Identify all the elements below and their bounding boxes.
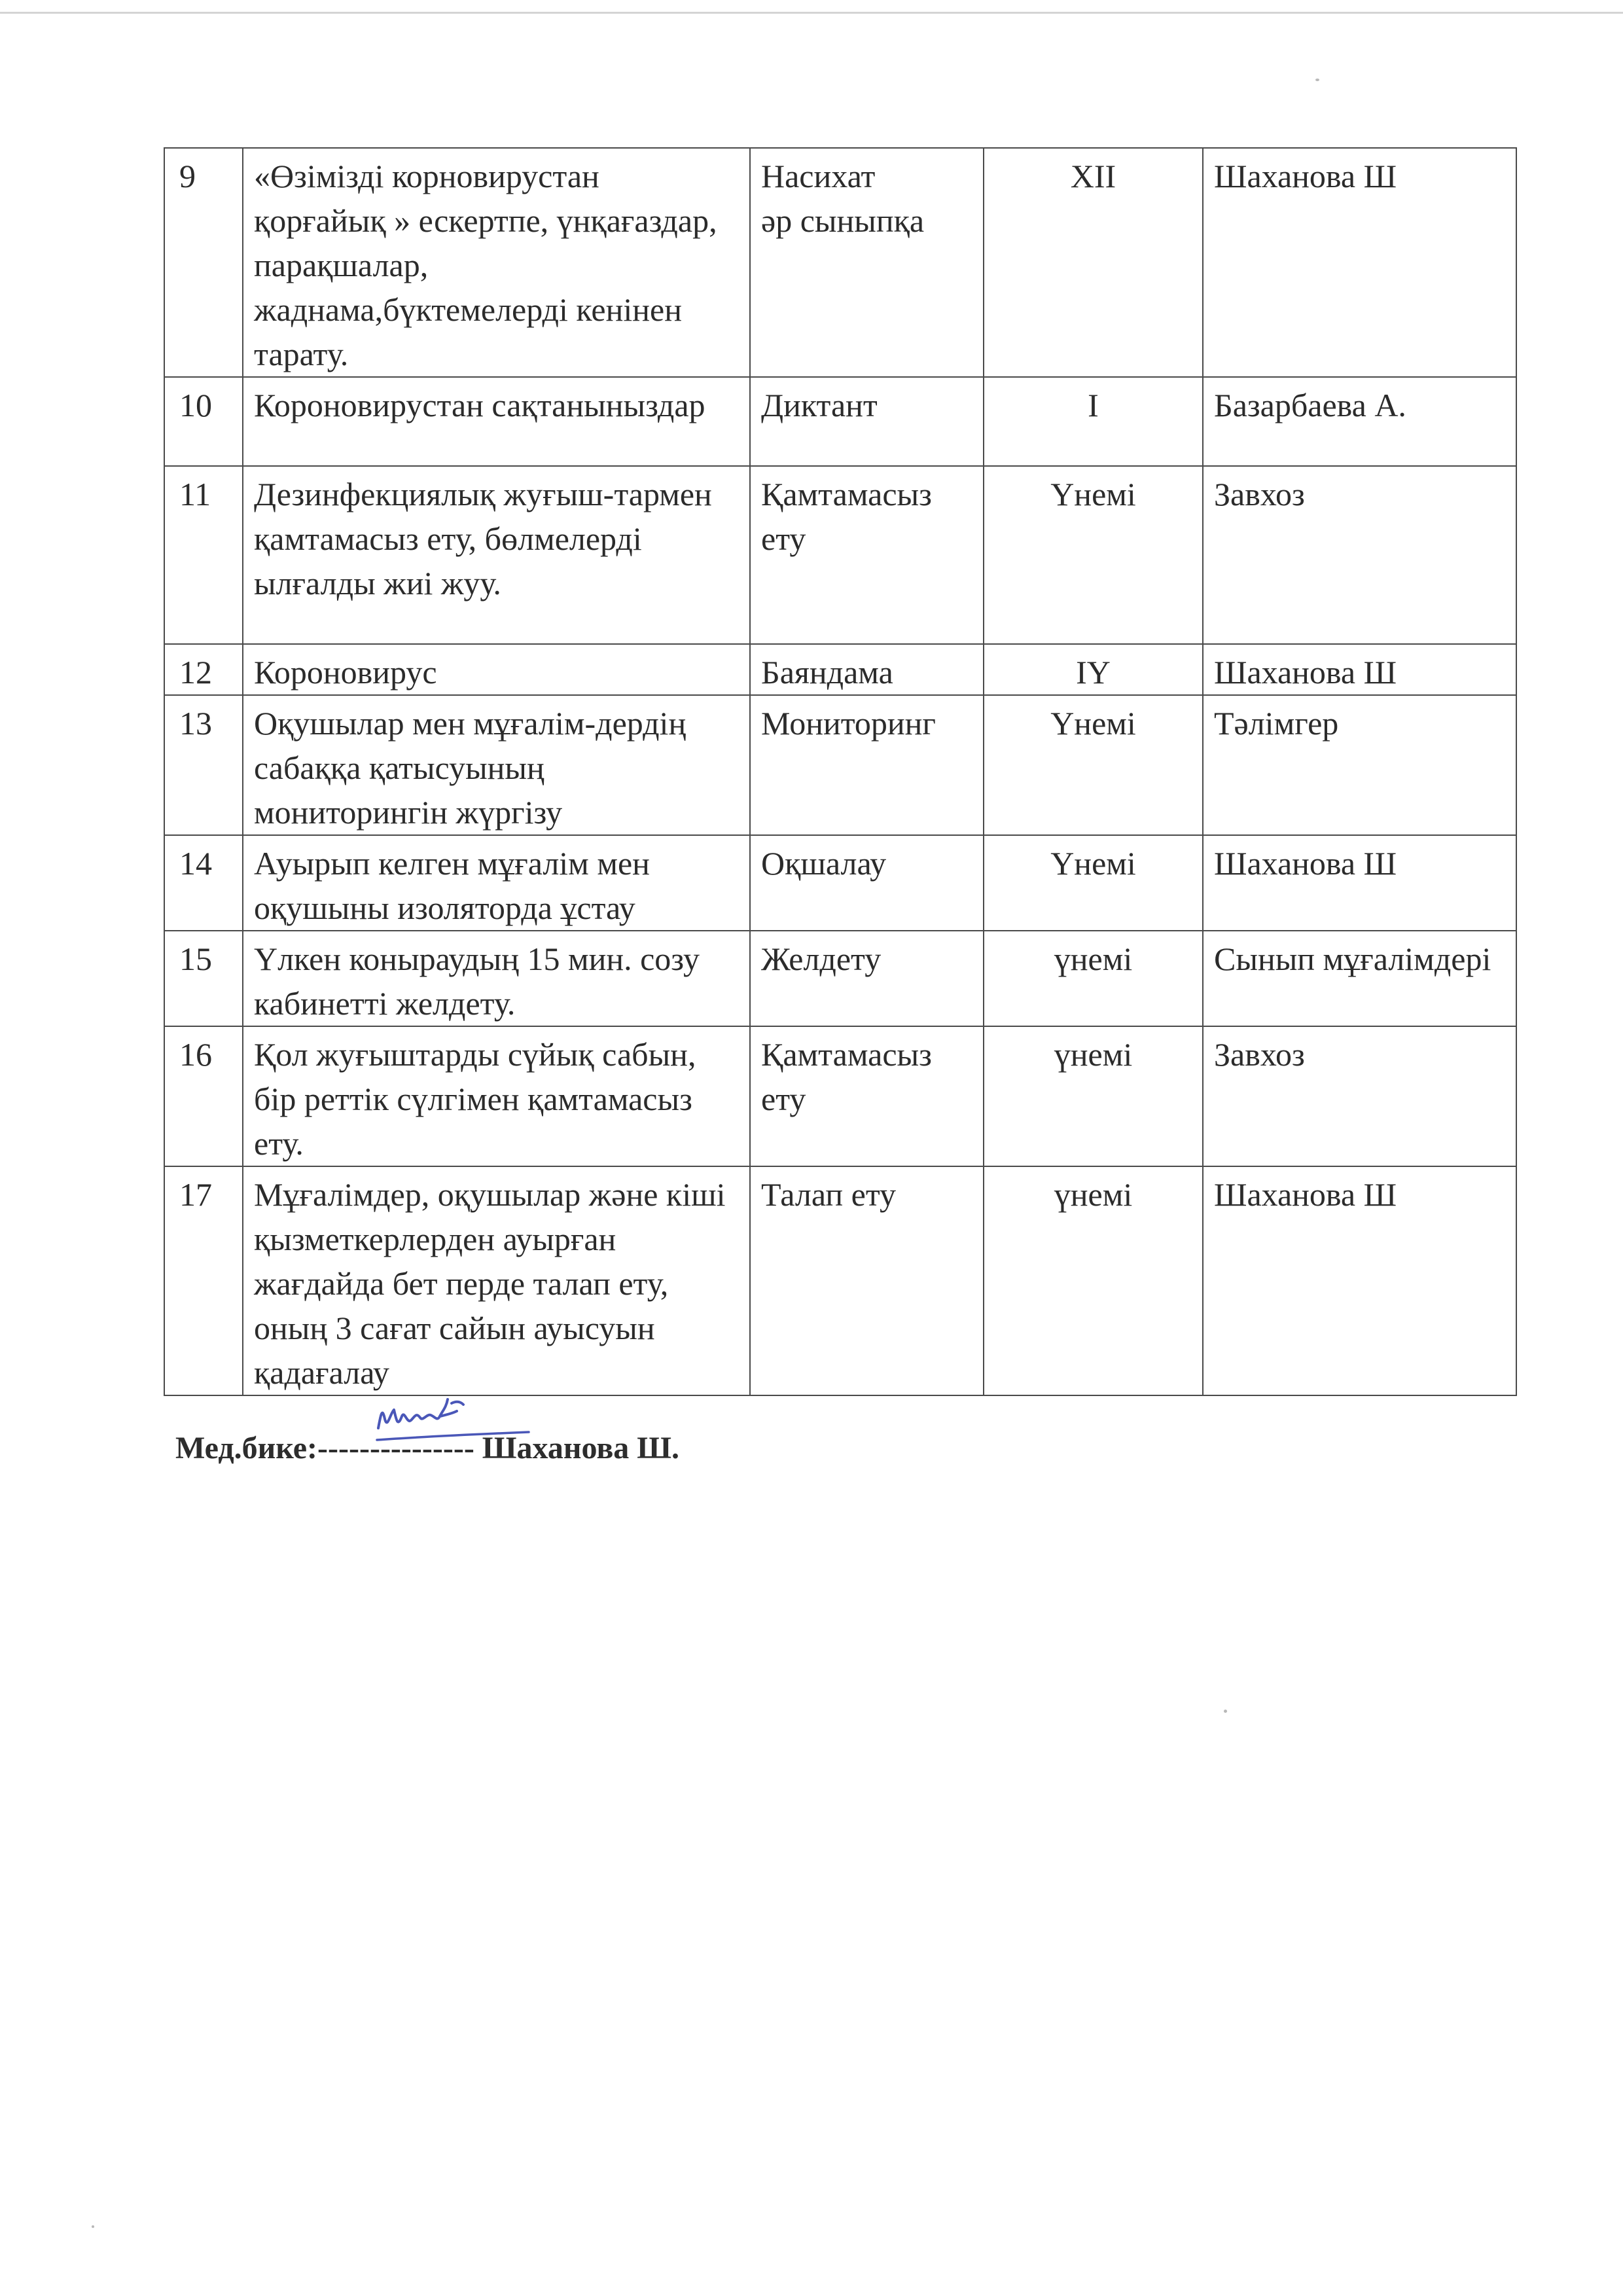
row-number: 10 (164, 377, 243, 466)
row-number: 13 (164, 695, 243, 835)
form-cell: Насихат әр сыныпқа (750, 148, 984, 377)
form-cell: Баяндама (750, 644, 984, 695)
signature-dashes: --------------- (317, 1431, 474, 1465)
event-cell: Оқушылар мен мұғалім-дердің сабаққа қатысуының мониторингін жүргізу (243, 695, 750, 835)
time-cell: I (984, 377, 1203, 466)
table-row (164, 695, 1516, 835)
event-cell: Короновирустан сақтаныныздар (243, 377, 750, 466)
form-cell: Талап ету (750, 1166, 984, 1395)
scan-speck (1315, 79, 1319, 81)
responsible-cell: Тәлімгер (1203, 695, 1516, 835)
plan-table-body (164, 148, 1516, 1395)
scan-speck (1224, 1710, 1227, 1713)
row-number: 15 (164, 931, 243, 1026)
plan-table (164, 147, 1517, 1396)
event-cell: Мұғалімдер, оқушылар және кіші қызметкерлерден ауырған жағдайда бет перде талап ету, оның 3 сағат сайын ауысуын қадағалау (243, 1166, 750, 1395)
responsible-cell: Завхоз (1203, 1026, 1516, 1166)
event-cell: Қол жуғыштарды сүйық сабын, бір реттік сүлгімен қамтамасыз ету. (243, 1026, 750, 1166)
table-row (164, 1166, 1516, 1395)
time-cell: IY (984, 644, 1203, 695)
table-row (164, 148, 1516, 377)
scan-top-edge (0, 12, 1623, 14)
signature-name: Шаханова Ш. (482, 1431, 679, 1465)
form-cell: Желдету (750, 931, 984, 1026)
responsible-cell: Шаханова Ш (1203, 148, 1516, 377)
responsible-cell: Шаханова Ш (1203, 1166, 1516, 1395)
table-row (164, 931, 1516, 1026)
event-cell: Короновирус (243, 644, 750, 695)
form-cell: Мониторинг (750, 695, 984, 835)
row-number: 17 (164, 1166, 243, 1395)
responsible-cell: Базарбаева А. (1203, 377, 1516, 466)
row-number: 14 (164, 835, 243, 931)
time-cell: үнемі (984, 1026, 1203, 1166)
time-cell: үнемі (984, 1166, 1203, 1395)
form-cell: Қамтамасыз ету (750, 466, 984, 644)
time-cell: үнемі (984, 931, 1203, 1026)
form-cell: Оқшалау (750, 835, 984, 931)
time-cell: Үнемі (984, 695, 1203, 835)
time-cell: Үнемі (984, 466, 1203, 644)
row-number: 9 (164, 148, 243, 377)
time-cell: XII (984, 148, 1203, 377)
table-row (164, 377, 1516, 466)
row-number: 16 (164, 1026, 243, 1166)
event-cell: Дезинфекциялық жуғыш-тармен қамтамасыз ету, бөлмелерді ылғалды жиі жуу. (243, 466, 750, 644)
table-row (164, 835, 1516, 931)
row-number: 11 (164, 466, 243, 644)
responsible-cell: Завхоз (1203, 466, 1516, 644)
responsible-cell: Шаханова Ш (1203, 644, 1516, 695)
event-cell: Ауырып келген мұғалім мен оқушыны изоляторда ұстау (243, 835, 750, 931)
responsible-cell: Шаханова Ш (1203, 835, 1516, 931)
form-cell: Диктант (750, 377, 984, 466)
table-row (164, 466, 1516, 644)
table-row (164, 1026, 1516, 1166)
form-cell: Қамтамасыз ету (750, 1026, 984, 1166)
scan-speck (92, 2225, 94, 2228)
table-row (164, 644, 1516, 695)
responsible-cell: Сынып мұғалімдері (1203, 931, 1516, 1026)
event-cell: Үлкен коныраудың 15 мин. созу кабинетті желдету. (243, 931, 750, 1026)
time-cell: Үнемі (984, 835, 1203, 931)
signature-line (175, 1430, 679, 1466)
row-number: 12 (164, 644, 243, 695)
event-cell: «Өзімізді корновирустан қорғайық » ескертпе, үнқағаздар, парақшалар, жаднама,бүктемелерді кенінен тарату. (243, 148, 750, 377)
signature-label: Мед.бике: (175, 1431, 318, 1465)
